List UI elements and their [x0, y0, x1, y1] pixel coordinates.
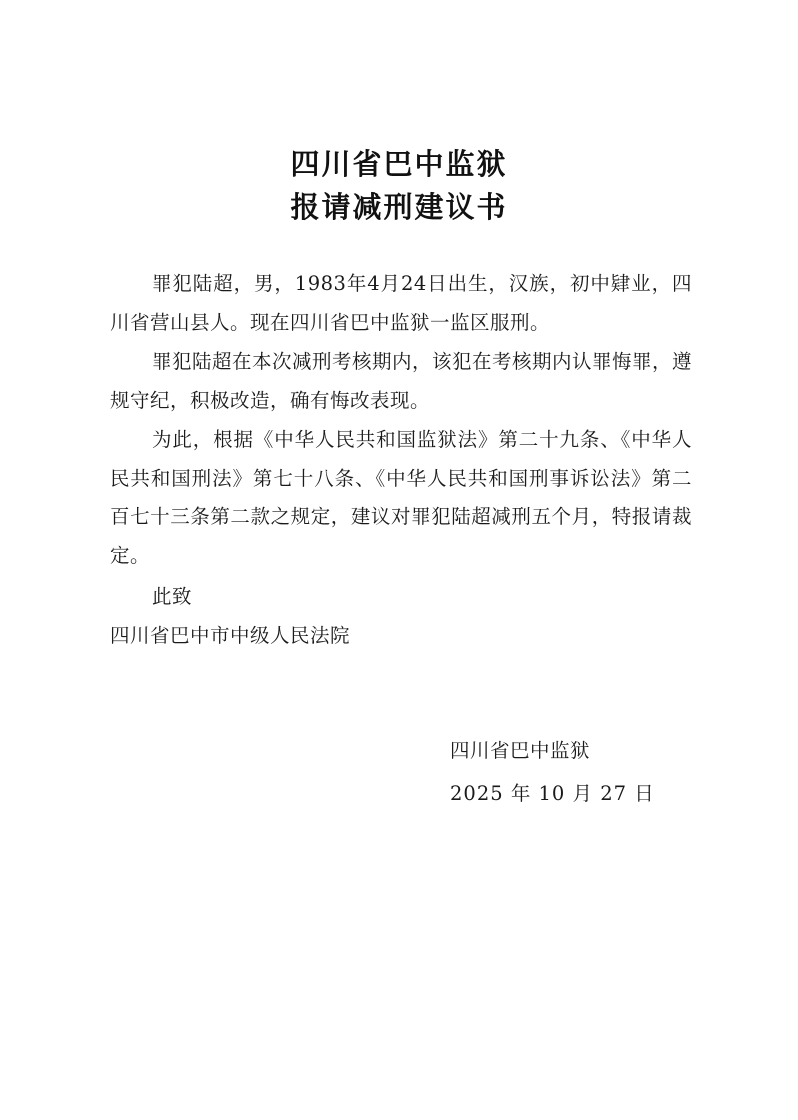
signature-date: 2025 年 10 月 27 日 [450, 782, 655, 805]
paragraph-recommendation: 为此，根据《中华人民共和国监狱法》第二十九条、《中华人民共和国刑法》第七十八条、《中华人民共和国刑事诉讼法》第二百七十三条第二款之规定，建议对罪犯陆超减刑五个月，特报请裁定。 [110, 428, 692, 567]
document-title-line2: 报请减刑建议书 [290, 190, 508, 224]
salutation: 此致 [152, 585, 193, 608]
paragraph-assessment: 罪犯陆超在本次减刑考核期内，该犯在考核期内认罪悔罪，遵规守纪，积极改造，确有悔改表现。 [110, 350, 693, 412]
recipient-court: 四川省巴中市中级人民法院 [110, 624, 351, 647]
document-title-line1: 四川省巴中监狱 [290, 147, 508, 181]
paragraph-prisoner-info: 罪犯陆超，男，1983年4月24日出生，汉族，初中肄业，四川省营山县人。现在四川省巴中监狱一监区服刑。 [110, 272, 692, 334]
signature-organization: 四川省巴中监狱 [450, 739, 591, 762]
